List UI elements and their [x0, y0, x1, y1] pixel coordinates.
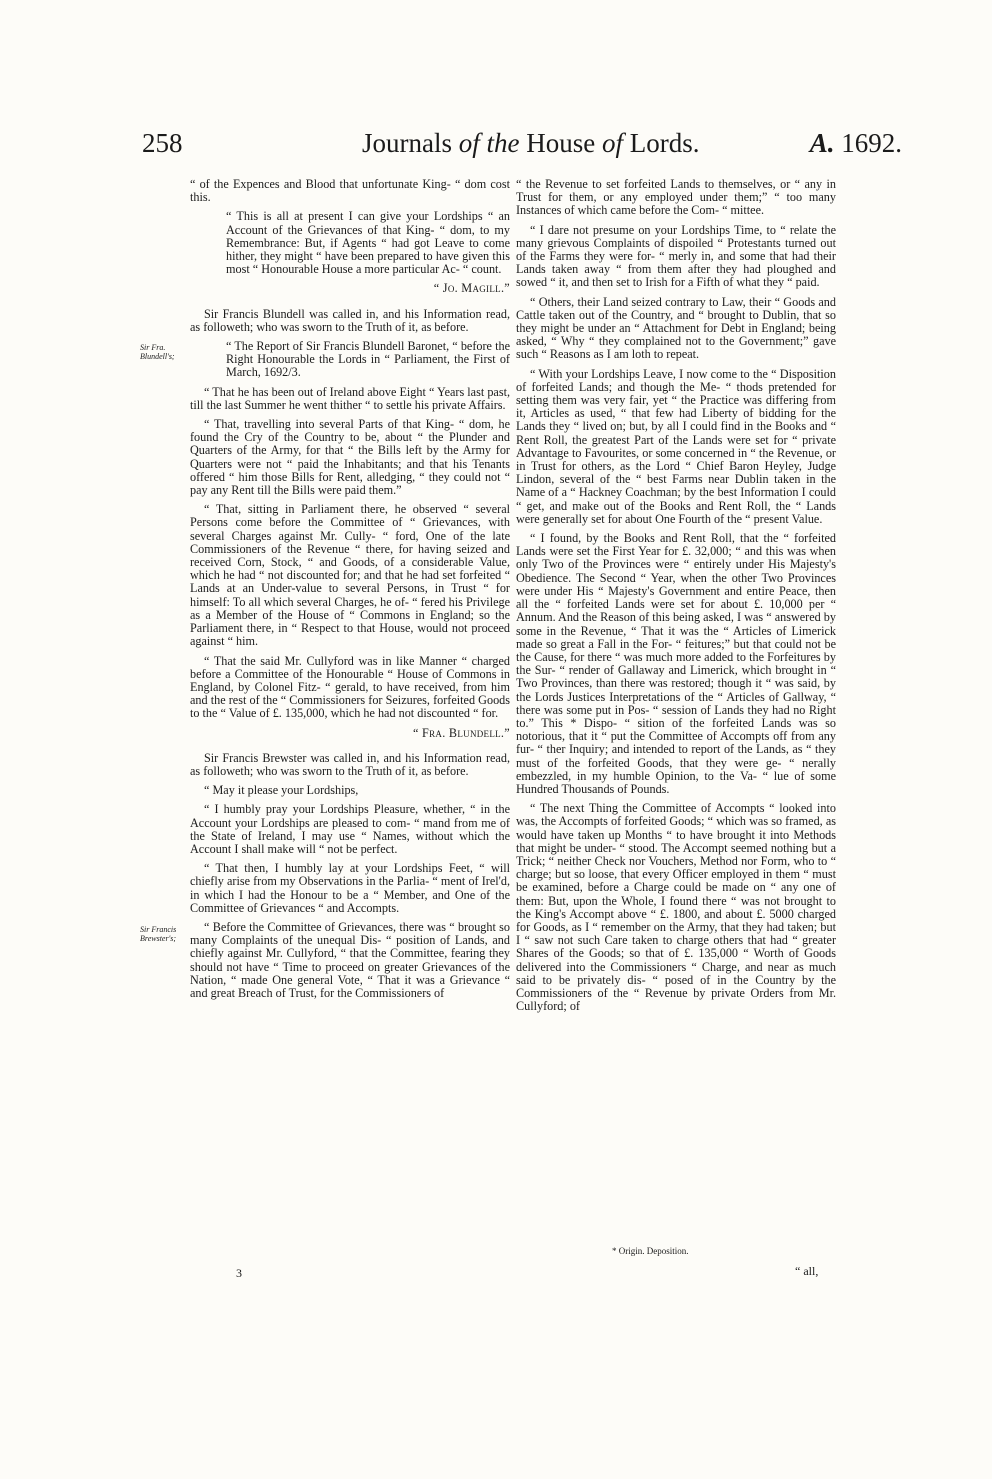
- catchword: “ all,: [795, 1264, 819, 1278]
- paragraph: “ I found, by the Books and Rent Roll, that the “ forfeited Lands were set the First Year for £. 32,000; “ and this was when only Two of the Provinces were “ entirely under His Majesty's Obedience. The Second “ Year, when the other Two Provinces were under His “ Majesty's Government and entire Peace, then all the “ forfeited Lands were set for about £. 10,000 per “ Annum. And the Reason of this being asked, I was “ answered by some in the Revenue, “ That it was the “ Articles of Limerick made so great a Fall in the For- “ feitures;” but that could not be the Cause, for there “ was much more added to the Forfeitures by the Sur- “ render of Gallaway and Limerick, which brought in “ Two Provinces, than there was restored; though it “ was said, by the Lords Justices Interpretations of the “ Articles of Gallway, “ there was some put in Pos- “ session of Lands they had no Right to.” This * Dispo- “ sition of the forfeited Lands was so notorious, that it “ put the Committee of Accompts off from any fur- “ ther Inquiry; and intended to report of the Lands, as “ they must of the forfeited Goods, that they were ge- “ nerally embezzled, in my humble Opinion, to the Va- “ lue of some Hundred Thousands of Pounds.: [516, 531, 836, 796]
- title-word: House: [526, 128, 596, 158]
- title-word: of: [602, 128, 624, 158]
- paragraph: “ Others, their Land seized contrary to Law, their “ Goods and Cattle taken out of the Country, and “ brought to Dublin, that so they might be under an “ Attachment for Debt in England; being asked, “ Why “ they complained not to the Government;” gave such “ Reasons as I am loth to repeat.: [516, 294, 836, 362]
- signature-magill: “ Jo. Magill.”: [433, 281, 510, 296]
- right-column: [516, 178, 836, 1019]
- year-prefix: A.: [809, 128, 835, 158]
- paragraph: “ That, travelling into several Parts of that King- “ dom, he found the Cry of the Country to be, about “ the Plunder and Quarters of the Army, for that “ the Bills left by the Army for Quarters were not “ paid the Inhabitants; and that his Tenants offered “ him those Bills for Rent, alledging, “ they could not “ pay any Rent till the Bills were paid them.”: [190, 417, 510, 498]
- paragraph: “ the Revenue to set forfeited Lands to themselves, or “ any in Trust for them, or any employed under them;” “ too many Instances of which came before the Com- “ mittee.: [516, 177, 836, 218]
- running-title: [362, 128, 700, 159]
- page-number: 258: [142, 128, 183, 158]
- footnote: * Origin. Deposition.: [612, 1246, 689, 1256]
- signature-blundell: “ Fra. Blundell.”: [412, 725, 510, 740]
- signature-mark: 3: [236, 1266, 242, 1280]
- page-header: [142, 128, 902, 168]
- paragraph: “ I dare not presume on your Lordships Time, to “ relate the many grievous Complaints of dispoiled “ Protestants turned out of the Farms they were for- “ merly in, and some that had their Lands taken away “ from them after they had ploughed and sowed “ it, and then set to Irish for a Fifth of what they “ paid.: [516, 222, 836, 290]
- paragraph: “ With your Lordships Leave, I now come to the “ Disposition of forfeited Lands; and though the Me- “ thods pretended for setting them was very fair, yet “ the Practice was differing from it, Articles as used, “ that few had Liberty of bidding for the Lands they “ lived on; but, by all I could find in the Books and “ Rent Roll, the greatest Part of the Lands were set for “ private Advantage to Favourites, or some concerned in “ the Revenue, or in Trust for others, as the Lord “ Chief Baron Heyley, Judge Lindon, several of the “ best Farms near Dublin taken in the Name of a “ Hackney Coachman; by the best Information I could “ get, and make out of the Books and Rent Roll, the “ Lands were generally set for about One Fourth of the “ present Value.: [516, 366, 836, 526]
- left-column: [190, 178, 510, 1006]
- title-word: the: [486, 128, 520, 158]
- paragraph: “ The next Thing the Committee of Accompts “ looked into was, the Accompts of forfeited Goods; “ which was so framed, as would have taken up Months “ to have brought it into Methods that might be under- “ stood. The Accompt seemed nothing but a Trick; “ neither Check nor Vouchers, Method nor Form, who to “ charge; but so loose, that every Officer employed in them “ must be examined, before a Charge could be made on “ any one of them: But, upon the Whole, I found there “ was not brought to the King's Accompt above “ £. 1800, and about £. 5000 charged for Goods, as I “ remember on the Army, that they had taken; but I “ saw not such Care taken to charge others that had “ greater Shares of the Goods; so that of £. 135,000 “ Worth of Goods delivered into the Commissioners “ Charge, and near as much said to be privately dis- “ posed of in the Country by the Commissioners of the “ Revenue by private Orders from Mr. Cullyford; of: [516, 801, 836, 1014]
- paragraph: “ That, sitting in Parliament there, he observed “ several Persons come before the Committee of “ Grievances, with several Charges against Mr. Cully- “ ford, One of the late Commissioners of the Revenue “ there, for having seized and received Corn, Stock, “ and Goods, of a considerable Value, which he had “ not discounted for; and that he had set forfeited “ Lands at an Under-value to several Persons, in Trust “ for himself: To all which several Charges, he of- “ fered his Privilege as a Member of the House of “ Commons in England; so the Parliament there, in “ Respect to that House, would not proceed against “ him.: [190, 502, 510, 649]
- margin-note-brewster: Sir Francis Brewster's;: [140, 925, 177, 943]
- paragraph: “ of the Expences and Blood that unfortunate King- “ dom cost this.: [190, 177, 510, 205]
- paragraph: Sir Francis Brewster was called in, and his Information read, as followeth; who was sworn to the Truth of it, as before.: [190, 750, 510, 778]
- title-word: Lords.: [629, 128, 700, 158]
- paragraph: “ May it please your Lordships,: [204, 783, 359, 798]
- header-year: [810, 128, 902, 159]
- paragraph: “ I humbly pray your Lordships Pleasure, whether, “ in the Account your Lordships are pleased to com- “ mand from me of the State of Ireland, I may use “ Names, without which the Account I shall make will “ not be perfect.: [190, 802, 510, 856]
- paragraph: “ Before the Committee of Grievances, there was “ brought so many Complaints of the unequal Dis- “ position of Lands, and chiefly against Mr. Cullyford, “ that the Committee, fearing they should not have “ Time to proceed on greater Grievances of the Nation, “ made One general Vote, “ That it was a Grievance “ and great Breach of Trust, for the Commissioners of: [190, 919, 510, 1000]
- paragraph: “ The Report of Sir Francis Blundell Baronet, “ before the Right Honourable the Lords in “ Parliament, the First of March, 1692/3.: [226, 339, 510, 380]
- title-word: of: [458, 128, 480, 158]
- margin-note-blundell: Sir Fra. Blundell's;: [140, 343, 175, 361]
- paragraph: Sir Francis Blundell was called in, and his Information read, as followeth; who was sworn to the Truth of it, as before.: [190, 306, 510, 334]
- paragraph: “ This is all at present I can give your Lordships “ an Account of the Grievances of that King- “ dom, to my Remembrance: But, if Agents “ had got Leave to come hither, they might “ have been prepared to have given this most “ Honourable House a more particular Ac- “ count.: [226, 209, 510, 277]
- year-number: 1692.: [841, 128, 902, 158]
- paragraph: “ That the said Mr. Cullyford was in like Manner “ charged before a Committee of the Honourable “ House of Commons in England, by Colonel Fitz- “ gerald, to have received, from him and the rest of the “ Commissioners for Seizures, forfeited Goods to the “ Value of £. 135,000, which he had not discounted “ for.: [190, 653, 510, 721]
- paragraph: “ That he has been out of Ireland above Eight “ Years last past, till the last Summer he went thither “ to settle his private Affairs.: [190, 384, 510, 412]
- paragraph: “ That then, I humbly lay at your Lordships Feet, “ will chiefly arise from my Observations in the Parlia- “ ment of Irel'd, in which I had the Honour to be a “ Member, and One of the Committee of Grievances “ and Accompts.: [190, 861, 510, 915]
- title-word: Journals: [362, 128, 452, 158]
